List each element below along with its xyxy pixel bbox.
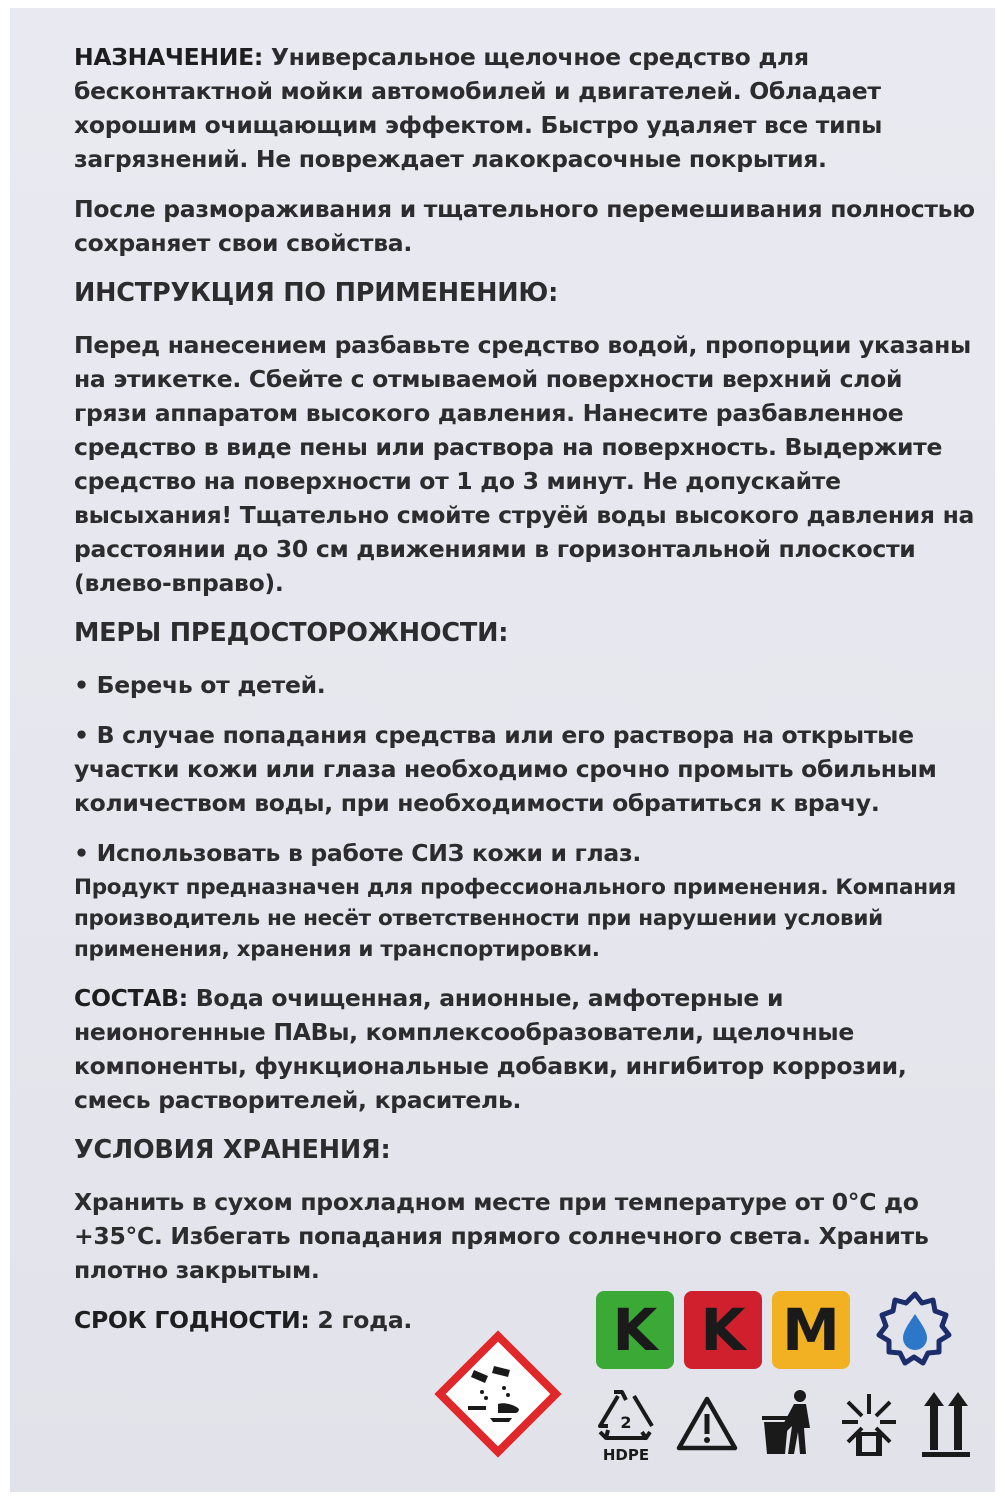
composition-text: Вода очищенная, анионные, амфотерные и неионогенные ПАВы, комплексообразователи, щелочные компоненты, функциональные добавки, ингибитор коррозии, смесь растворителей, краситель. [74,984,907,1114]
precaution-item: • Использовать в работе СИЗ кожи и глаз. [74,839,641,867]
shelf-life-heading: СРОК ГОДНОСТИ: [74,1306,310,1334]
recycle-number: 2 [620,1413,632,1432]
water-drop-gear-icon [872,1288,958,1374]
dispose-in-bin-icon [758,1388,820,1458]
product-label [10,8,995,1492]
thaw-note: После размораживания и тщательного перемешивания полностью сохраняет свои свойства. [74,195,975,257]
storage-text: Хранить в сухом прохладном месте при температуре от 0°С до +35°С. Избегать попадания прямого солнечного света. Хранить плотно закрытым. [74,1188,929,1284]
warning-icon [674,1394,740,1454]
precaution-item: • В случае попадания средства или его раствора на открытые участки кожи или глаза необходимо срочно промыть обильным количеством воды, при необходимости обратиться к врачу. [74,721,937,817]
corrosive-hazard-icon [430,1326,566,1462]
storage-heading: УСЛОВИЯ ХРАНЕНИЯ: [74,1135,391,1165]
badge-m-yellow [772,1291,850,1369]
protect-from-heat-icon [836,1390,902,1460]
badge-letter: K [700,1296,746,1364]
instructions-heading: ИНСТРУКЦИЯ ПО ПРИМЕНЕНИЮ: [74,278,559,308]
shelf-life-text: 2 года. [309,1306,413,1334]
badge-k-red [684,1291,762,1369]
recycle-label: HDPE [602,1446,650,1464]
composition-paragraph [74,981,979,1117]
composition-heading: СОСТАВ: [74,984,188,1012]
purpose-text: Универсальное щелочное средство для бесконтактной мойки автомобилей и двигателей. Обладает хорошим очищающим эффектом. Быстро удаляет все типы загрязнений. Не повреждает лакокрасочные покрытия. [74,43,883,173]
recycle-icon [590,1386,662,1466]
badge-letter: K [612,1296,658,1364]
purpose-heading: НАЗНАЧЕНИЕ: [74,43,263,71]
label-text [74,40,979,1353]
precaution-item: • Беречь от детей. [74,671,326,699]
precautions-heading: МЕРЫ ПРЕДОСТОРОЖНОСТИ: [74,618,509,648]
professional-use-note: Продукт предназначен для профессионального применения. Компания производитель не несёт ответственности при нарушении условий применения, хранения и транспортировки. [74,875,957,962]
badge-k-green [596,1291,674,1369]
badge-letter: M [782,1296,840,1364]
purpose-paragraph [74,40,979,176]
this-way-up-icon [920,1388,972,1460]
instructions-text: Перед нанесением разбавьте средство водой, пропорции указаны на этикетке. Сбейте с отмываемой поверхности верхний слой грязи аппаратом высокого давления. Нанесите разбавленное средство в виде пены или раствора на поверхность. Выдержите средство на поверхности от 1 до 3 минут. Не допускайте высыхания! Тщательно смойте струёй воды высокого давления на расстоянии до 30 см движениями в горизонтальной плоскости (влево-вправо). [74,331,975,597]
